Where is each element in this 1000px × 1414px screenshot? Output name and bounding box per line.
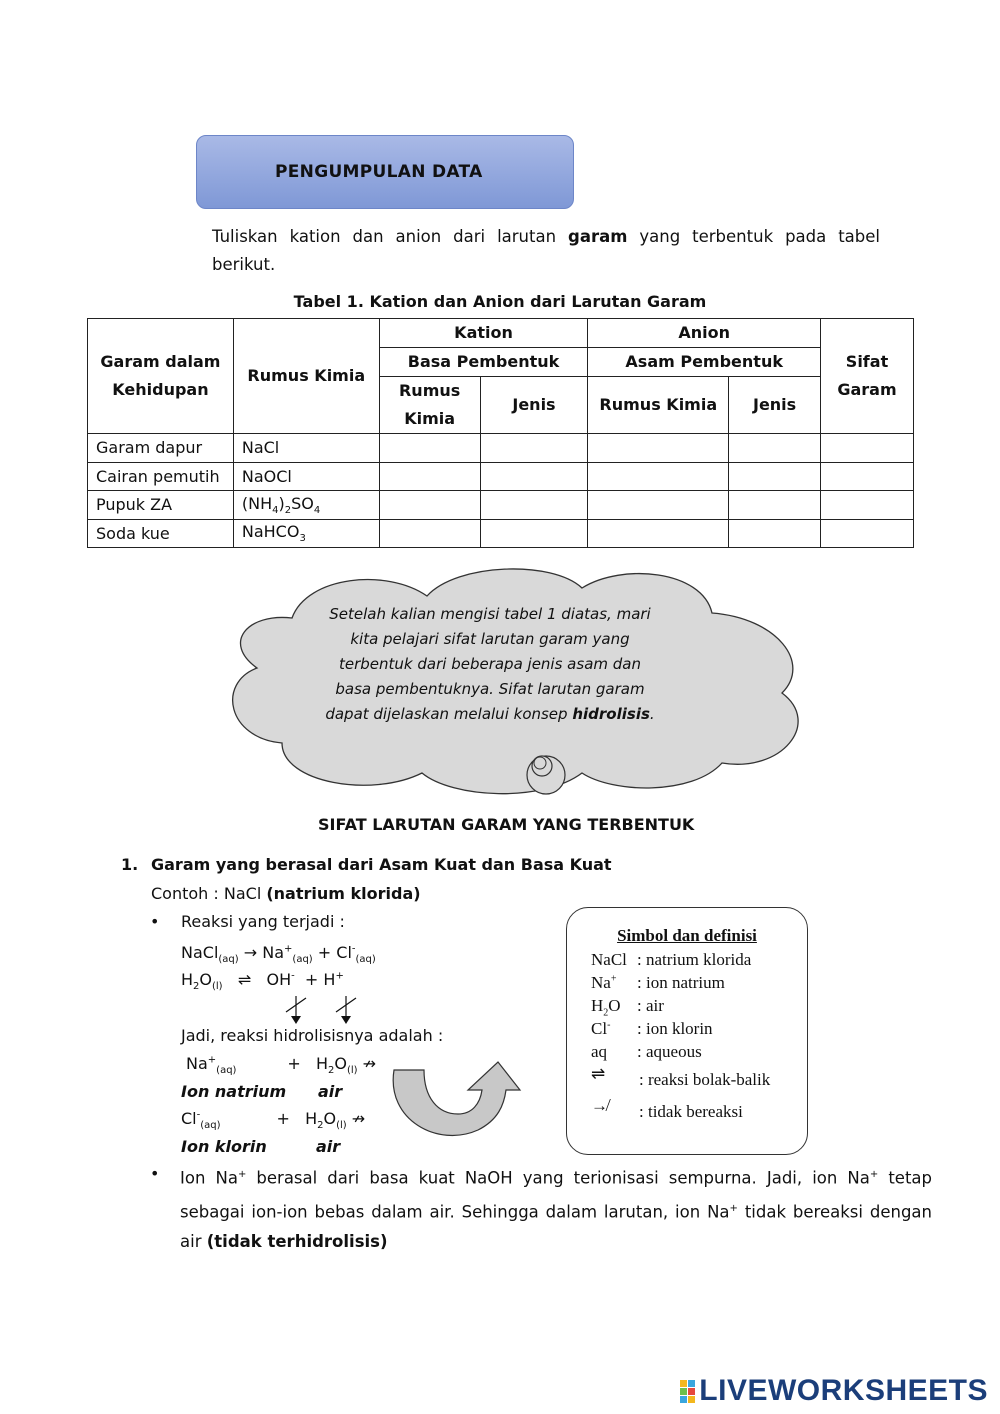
crossed-arrows [280,992,370,1026]
table-row [88,491,914,520]
header-anion-rumus: Rumus Kimia [588,377,729,434]
section-title: SIFAT LARUTAN GARAM YANG TERBENTUK [318,815,695,834]
cell-garam: Cairan pemutih [88,462,234,491]
header-anion: Anion [588,319,821,348]
label-ion-natrium: Ion natrium [181,1082,287,1101]
curved-arrow-icon [388,1060,538,1142]
logo-text: LIVEWORKSHEETS [699,1374,988,1407]
answer-cell[interactable] [729,434,821,463]
answer-cell[interactable] [821,491,914,520]
label-air-1: air [318,1082,343,1101]
table-row [88,462,914,491]
liveworksheets-logo [680,1374,988,1408]
label-air-2: air [316,1137,341,1156]
header-anion-jenis: Jenis [729,377,821,434]
table-row [88,519,914,548]
bullet-dot: • [150,912,160,931]
cell-rumus: $(NH_4)_2SO_4$ [233,491,379,520]
cell-garam: Garam dapur [88,434,234,463]
intro-before: Tuliskan kation dan anion dari larutan [212,227,569,246]
symbol-row: Cl- : ion klorin [591,1019,713,1038]
equation-na-water: $Na^+_{(aq)}$ + $H_2O_{(l)}$ ↛ [186,1054,377,1077]
kation-anion-table [87,318,914,548]
answer-cell[interactable] [379,491,480,520]
cloud-text: Setelah kalian mengisi tabel 1 diatas, mari kita pelajari sifat larutan garam yang terbentuk dari beberapa jenis asam dan basa pembentuknya. Sifat larutan garam dapat dijelaskan melalui konsep hidrolisis. [325,605,655,723]
answer-cell[interactable] [588,462,729,491]
symbol-row: aq : aqueous [591,1042,702,1061]
cell-garam: Pupuk ZA [88,491,234,520]
answer-cell[interactable] [729,462,821,491]
banner-title: PENGUMPULAN DATA [275,162,483,182]
answer-cell[interactable] [480,491,588,520]
equation-cl-water: $Cl^-_{(aq)}$ + $H_2O_{(l)}$ ↛ [181,1109,366,1132]
header-kation-rumus: Rumus Kimia [379,377,480,434]
header-asam-pembentuk: Asam Pembentuk [588,348,821,377]
answer-cell[interactable] [821,434,914,463]
cell-garam: Soda kue [88,519,234,548]
equation-nacl: NaCl$_{(aq)}$ → $Na^+_{(aq)} + Cl^-_{(aq)}$ [181,943,376,966]
symbol-row: ⇌ : reaksi bolak-balik [591,1064,771,1089]
symbol-row: Na+ : ion natrium [591,973,725,992]
table-caption: Tabel 1. Kation dan Anion dari Larutan Garam [293,292,707,311]
header-rumus: Rumus Kimia [233,319,379,434]
symbol-row: $H_2O$ : air [591,996,664,1019]
header-sifat: Sifat Garam [821,319,914,434]
answer-cell[interactable] [821,519,914,548]
answer-cell[interactable] [379,462,480,491]
header-kation-jenis: Jenis [480,377,588,434]
symbol-definition-box [566,907,808,1155]
answer-cell[interactable] [729,491,821,520]
explanation-paragraph: Ion Na+ berasal dari basa kuat NaOH yang terionisasi sempurna. Jadi, ion Na+ tetap sebagai ion-ion bebas dalam air. Sehingga dalam larutan, ion Na+ tidak bereaksi dengan air (tidak terhidrolisis) [180,1168,933,1251]
intro-bold: garam [568,227,628,246]
answer-cell[interactable] [480,434,588,463]
symbol-row: NaCl : natrium klorida [591,950,752,969]
item-heading: Garam yang berasal dari Asam Kuat dan Basa Kuat [151,855,612,874]
answer-cell[interactable] [480,462,588,491]
cell-rumus: NaHCO$_3$ [233,519,379,548]
header-kation: Kation [379,319,588,348]
item-number: 1. [121,855,139,874]
answer-cell[interactable] [729,519,821,548]
jadi-label: Jadi, reaksi hidrolisisnya adalah : [181,1026,444,1045]
answer-cell[interactable] [588,434,729,463]
section-banner [196,135,574,209]
intro-text [212,223,880,279]
answer-cell[interactable] [480,519,588,548]
equation-water: $H_2O_{(l)}$ ⇌ OH- + H+ [181,970,344,993]
answer-cell[interactable] [379,434,480,463]
answer-cell[interactable] [588,491,729,520]
label-ion-klorin: Ion klorin [181,1137,267,1156]
intro-after: yang terbentuk pada tabel berikut. [212,227,880,274]
cell-rumus: NaCl [233,434,379,463]
table-row [88,434,914,463]
contoh-line: Contoh : NaCl (natrium klorida) [151,884,421,903]
symbol-row: ↛ : tidak bereaksi [591,1096,743,1121]
cell-rumus: NaOCl [233,462,379,491]
logo-grid-icon [680,1380,695,1403]
header-garam: Garam dalam Kehidupan [88,319,234,434]
answer-cell[interactable] [588,519,729,548]
bullet-dot: • [150,1164,160,1183]
symbol-box-title: Simbol dan definisi [617,926,757,945]
answer-cell[interactable] [821,462,914,491]
header-basa-pembentuk: Basa Pembentuk [379,348,588,377]
answer-cell[interactable] [379,519,480,548]
reaksi-label: Reaksi yang terjadi : [181,912,345,931]
